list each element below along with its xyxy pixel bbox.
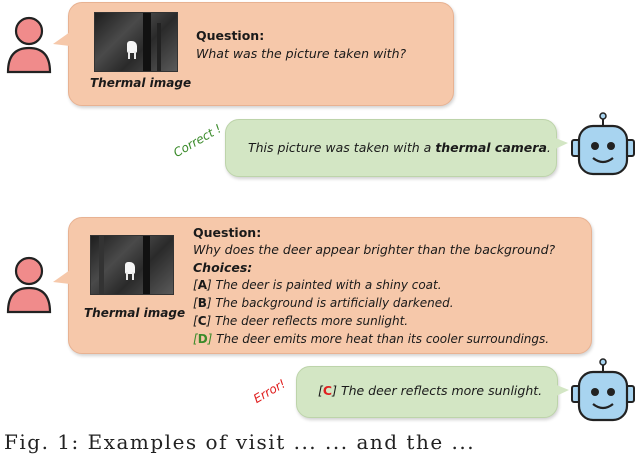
bubble-tail xyxy=(53,268,71,286)
robot-icon xyxy=(570,358,636,428)
choice-c: [C] The deer reflects more sunlight. xyxy=(193,314,409,328)
thermal-image xyxy=(90,235,174,295)
question-text: Why does the deer appear brighter than the background? xyxy=(193,242,556,257)
choice-d: [D] The deer emits more heat than its cooler surroundings. xyxy=(193,332,550,346)
question-label: Question: xyxy=(193,225,262,240)
choices-list xyxy=(193,276,549,348)
error-verdict: Error! xyxy=(251,376,288,406)
answer-emphasis: thermal camera xyxy=(435,140,547,155)
image-caption: Thermal image xyxy=(84,306,186,320)
person-icon xyxy=(4,254,54,314)
bubble-tail xyxy=(554,382,570,398)
bubble-tail xyxy=(553,135,569,151)
figure-caption: Fig. 1: Examples of visit ... ... and the ... xyxy=(4,430,476,454)
choice-a: [A] The deer is painted with a shiny coat. xyxy=(193,278,442,292)
answer-text: This picture was taken with a thermal camera. xyxy=(248,140,551,155)
image-caption: Thermal image xyxy=(90,76,192,90)
correct-verdict: Correct ! xyxy=(171,121,224,160)
question-text: What was the picture taken with? xyxy=(196,46,407,61)
person-icon xyxy=(4,14,54,74)
robot-icon xyxy=(570,112,636,182)
choice-b: [B] The background is artificially darkened. xyxy=(193,296,454,310)
choices-label: Choices: xyxy=(193,260,253,275)
answer-text: [C] The deer reflects more sunlight. xyxy=(318,383,543,398)
thermal-image xyxy=(94,12,178,72)
bubble-tail xyxy=(53,30,71,48)
question-label: Question: xyxy=(196,28,265,43)
